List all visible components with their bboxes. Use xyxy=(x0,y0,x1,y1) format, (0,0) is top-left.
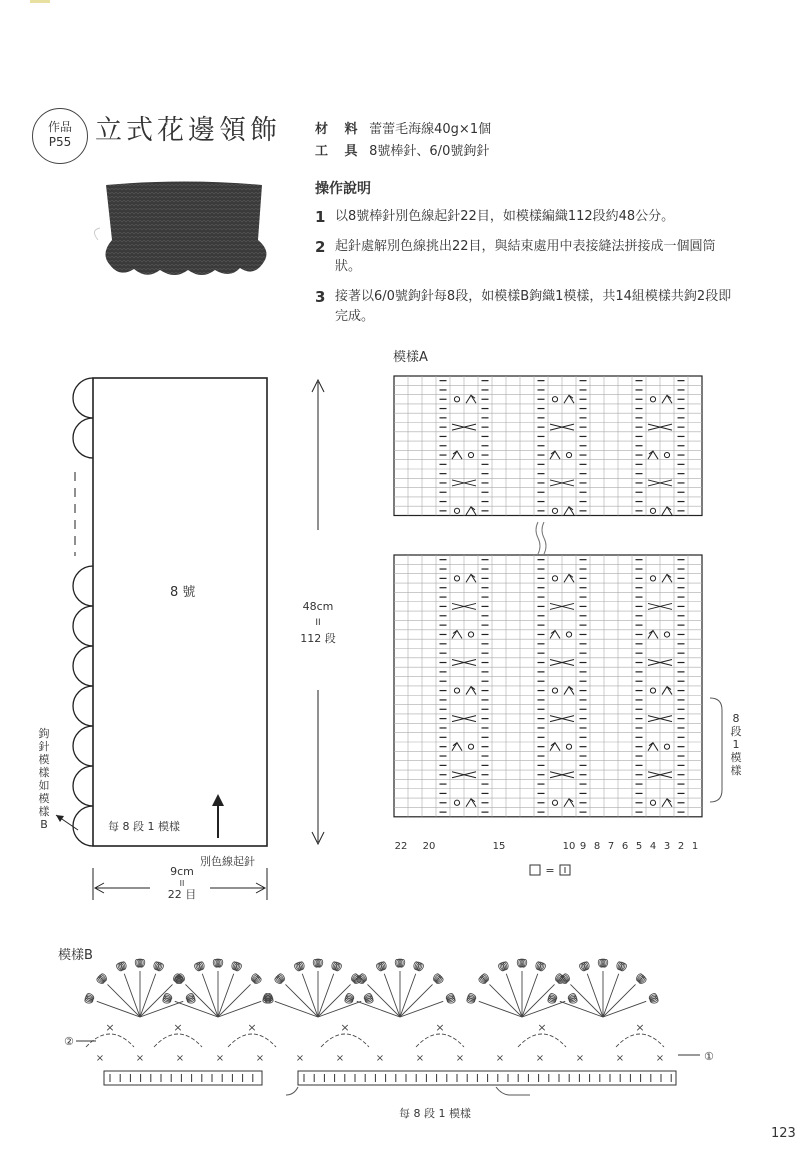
step-number: 2 xyxy=(315,238,326,256)
edge-note-char: 針 xyxy=(38,740,50,753)
tools-row xyxy=(315,140,489,159)
legend-empty-cell xyxy=(530,865,540,875)
single-crochet: × xyxy=(135,1053,145,1064)
height-rows: 112 段 xyxy=(300,632,336,645)
legend-equals: = xyxy=(545,864,555,877)
treble-stitch xyxy=(218,984,251,1017)
single-crochet: × xyxy=(615,1053,625,1064)
column-labels xyxy=(395,841,699,852)
width-sts: 22 目 xyxy=(167,888,197,901)
treble-stitch xyxy=(218,974,234,1017)
yarn-over-symbol xyxy=(566,744,571,749)
single-crochet: × xyxy=(335,1053,345,1064)
decrease-symbol xyxy=(550,451,560,459)
step-text: 接著以6/0號鉤針每8段，如模樣B鉤織1模樣，共14組模樣共鉤2段即完成。 xyxy=(335,289,732,324)
column-label: 5 xyxy=(635,841,643,852)
yarn-over-symbol xyxy=(454,508,459,513)
decrease-symbol xyxy=(564,395,574,403)
single-crochet: × xyxy=(535,1053,545,1064)
decrease-symbol xyxy=(648,743,658,751)
chain-arch xyxy=(416,1034,464,1047)
column-label: 22 xyxy=(394,841,408,852)
needle-label: 8 號 xyxy=(170,585,196,600)
yarn-over-symbol xyxy=(454,688,459,693)
yarn-over-symbol xyxy=(566,452,571,457)
pattern-a-chart xyxy=(380,360,800,890)
decrease-symbol xyxy=(564,687,574,695)
treble-stitch xyxy=(202,974,218,1017)
yarn-over-symbol xyxy=(664,452,669,457)
treble-stitch xyxy=(124,974,140,1017)
decrease-symbol xyxy=(550,743,560,751)
chain-arch xyxy=(616,1034,664,1047)
tools-key: 工 具 xyxy=(315,144,364,159)
yarn-over-symbol xyxy=(468,744,473,749)
chain-arch xyxy=(518,1034,566,1047)
column-label: 20 xyxy=(422,841,436,852)
materials-row xyxy=(315,118,491,137)
step-text: 以8號棒針別色線起針22目，如模樣編織112段約48公分。 xyxy=(335,209,675,224)
treble-stitch xyxy=(489,984,522,1017)
cast-on-label: 別色線起針 xyxy=(200,855,255,868)
decrease-symbol xyxy=(662,799,672,807)
edge-note-char: 如 xyxy=(38,779,50,792)
treble-stitch xyxy=(479,1001,522,1017)
decrease-symbol xyxy=(662,687,672,695)
treble-stitch xyxy=(107,984,140,1017)
break-mark xyxy=(542,522,546,554)
materials-key: 材 料 xyxy=(315,122,364,137)
column-label: 6 xyxy=(621,841,629,852)
edge-note-char: 樣 xyxy=(38,805,50,818)
decrease-symbol xyxy=(452,743,462,751)
treble-stitch xyxy=(318,1001,361,1017)
decrease-symbol xyxy=(466,574,476,582)
yarn-over-symbol xyxy=(454,800,459,805)
edge-note-char: 模 xyxy=(38,792,50,805)
column-label: 1 xyxy=(691,841,699,852)
treble-stitch xyxy=(522,974,538,1017)
step-number: 1 xyxy=(315,208,326,226)
chain-arch xyxy=(228,1034,276,1047)
repeat-label: 每 8 段 1 模樣 xyxy=(108,820,180,833)
column-label: 7 xyxy=(607,841,615,852)
badge-label: 作品 xyxy=(47,120,72,134)
decrease-symbol xyxy=(466,395,476,403)
chain-arch xyxy=(321,1034,369,1047)
repeat-note-char: 模 xyxy=(730,751,742,764)
page-number: 123 xyxy=(771,1126,796,1141)
break-mark xyxy=(536,522,540,554)
decrease-symbol xyxy=(452,451,462,459)
treble-stitch xyxy=(587,974,603,1017)
column-label: 2 xyxy=(677,841,685,852)
decrease-symbol xyxy=(452,630,462,638)
yarn-over-symbol xyxy=(650,688,655,693)
repeat-note xyxy=(731,712,742,777)
yarn-over-symbol xyxy=(552,800,557,805)
badge-page: P55 xyxy=(48,135,72,149)
width-eq: II xyxy=(179,879,185,888)
single-crochet: × xyxy=(655,1053,665,1064)
yarn-over-symbol xyxy=(650,397,655,402)
decrease-symbol xyxy=(564,799,574,807)
single-crochet: × xyxy=(435,1021,445,1034)
treble-stitch xyxy=(97,1001,140,1017)
treble-stitch xyxy=(318,974,334,1017)
yarn-over-symbol xyxy=(552,508,557,513)
single-crochet: × xyxy=(340,1021,350,1034)
step-2 xyxy=(315,237,725,277)
pattern-b-title: 模樣B xyxy=(58,948,93,963)
repeat-bracket xyxy=(710,698,722,802)
yarn-over-symbol xyxy=(664,744,669,749)
decrease-symbol xyxy=(662,507,672,515)
treble-stitch xyxy=(400,984,433,1017)
height-eq: II xyxy=(315,618,321,628)
single-crochet: × xyxy=(173,1021,183,1034)
treble-stitch xyxy=(603,984,636,1017)
treble-stitch xyxy=(603,974,619,1017)
repeat-note-char: 段 xyxy=(730,725,742,738)
steps-heading: 操作說明 xyxy=(315,181,371,197)
single-crochet: × xyxy=(95,1053,105,1064)
single-crochet: × xyxy=(415,1053,425,1064)
page-title: 立式花邊領飾 xyxy=(95,115,281,146)
yarn-over-symbol xyxy=(552,397,557,402)
column-label: 4 xyxy=(649,841,657,852)
work-badge xyxy=(32,108,88,164)
treble-stitch xyxy=(603,1001,646,1017)
decrease-symbol xyxy=(466,687,476,695)
treble-stitch xyxy=(285,984,318,1017)
step-1 xyxy=(315,207,735,227)
chart-grid-bottom xyxy=(394,555,702,817)
single-crochet: × xyxy=(635,1021,645,1034)
treble-stitch xyxy=(357,1001,400,1017)
single-crochet: × xyxy=(295,1053,305,1064)
edge-note xyxy=(39,727,50,831)
edge-note-char: B xyxy=(40,818,48,831)
yarn-over-symbol xyxy=(650,800,655,805)
direction-arrow-head xyxy=(212,794,224,806)
repeat-note-char: 1 xyxy=(732,738,740,751)
schematic-body xyxy=(93,378,267,846)
single-crochet: × xyxy=(105,1021,115,1034)
yarn-over-symbol xyxy=(468,632,473,637)
decrease-symbol xyxy=(662,574,672,582)
treble-stitch xyxy=(175,1001,218,1017)
treble-stitch xyxy=(506,974,522,1017)
yarn-over-symbol xyxy=(650,576,655,581)
yarn-over-symbol xyxy=(650,508,655,513)
decrease-symbol xyxy=(550,630,560,638)
base-row-strip xyxy=(104,1071,262,1085)
row-marker-1: ① xyxy=(704,1050,714,1063)
decrease-symbol xyxy=(564,574,574,582)
repeat-note-char: 8 xyxy=(732,712,740,725)
column-label: 9 xyxy=(579,841,587,852)
scallop-edge-top xyxy=(73,378,93,458)
pattern-b-chart xyxy=(0,955,800,1125)
materials-value: 蕾蕾毛海線40g×1個 xyxy=(369,122,492,137)
height-cm: 48cm xyxy=(302,600,334,613)
single-crochet: × xyxy=(255,1053,265,1064)
treble-stitch xyxy=(302,974,318,1017)
treble-stitch xyxy=(522,1001,565,1017)
yarn-over-symbol xyxy=(552,576,557,581)
treble-stitch xyxy=(275,1001,318,1017)
repeat-bracket-b xyxy=(496,1087,530,1095)
page-corner-mark xyxy=(30,0,50,3)
single-crochet: × xyxy=(455,1053,465,1064)
single-crochet: × xyxy=(247,1021,257,1034)
tools-value: 8號棒針、6/0號鉤針 xyxy=(369,144,490,159)
yarn-over-symbol xyxy=(454,576,459,581)
step-number: 3 xyxy=(315,288,326,306)
edge-note-char: 樣 xyxy=(38,766,50,779)
column-label: 15 xyxy=(492,841,506,852)
treble-stitch xyxy=(400,974,416,1017)
treble-stitch xyxy=(218,1001,261,1017)
step-text: 起針處解別色線挑出22目，與結束處用中表接縫法拼接成一個圓筒狀。 xyxy=(335,239,716,274)
treble-stitch xyxy=(400,1001,443,1017)
yarn-over-symbol xyxy=(566,632,571,637)
decrease-symbol xyxy=(662,395,672,403)
schematic-diagram xyxy=(0,360,380,920)
scallop-edge-bottom xyxy=(73,566,93,846)
edge-note-char: 模 xyxy=(38,753,50,766)
decrease-symbol xyxy=(564,507,574,515)
decrease-symbol xyxy=(466,799,476,807)
decrease-symbol xyxy=(466,507,476,515)
product-photo xyxy=(90,180,280,280)
yarn-over-symbol xyxy=(454,397,459,402)
single-crochet: × xyxy=(215,1053,225,1064)
single-crochet: × xyxy=(575,1053,585,1064)
crochet-motifs xyxy=(85,959,665,1064)
yarn-over-symbol xyxy=(552,688,557,693)
treble-stitch xyxy=(560,1001,603,1017)
row-marker-2: ② xyxy=(64,1035,74,1048)
column-label: 8 xyxy=(593,841,601,852)
treble-stitch xyxy=(140,974,156,1017)
single-crochet: × xyxy=(537,1021,547,1034)
treble-stitch xyxy=(140,1001,183,1017)
repeat-bracket-b-left xyxy=(286,1087,298,1095)
column-label: 3 xyxy=(663,841,671,852)
yarn-over-symbol xyxy=(468,452,473,457)
single-crochet: × xyxy=(175,1053,185,1064)
step-3 xyxy=(315,287,735,327)
pattern-b-repeat: 每 8 段 1 模樣 xyxy=(399,1107,471,1120)
decrease-symbol xyxy=(648,451,658,459)
width-cm: 9cm xyxy=(170,865,194,878)
chain-arch xyxy=(154,1034,202,1047)
edge-pointer-head xyxy=(56,815,64,822)
treble-stitch xyxy=(384,974,400,1017)
single-crochet: × xyxy=(375,1053,385,1064)
chart-grid-top xyxy=(394,376,702,516)
single-crochet: × xyxy=(495,1053,505,1064)
decrease-symbol xyxy=(648,630,658,638)
base-row xyxy=(104,1071,676,1085)
repeat-note-char: 樣 xyxy=(730,764,742,777)
column-label: 10 xyxy=(562,841,576,852)
pattern-a-title: 模樣A xyxy=(393,350,428,365)
yarn-over-symbol xyxy=(664,632,669,637)
edge-note-char: 鉤 xyxy=(38,727,50,740)
